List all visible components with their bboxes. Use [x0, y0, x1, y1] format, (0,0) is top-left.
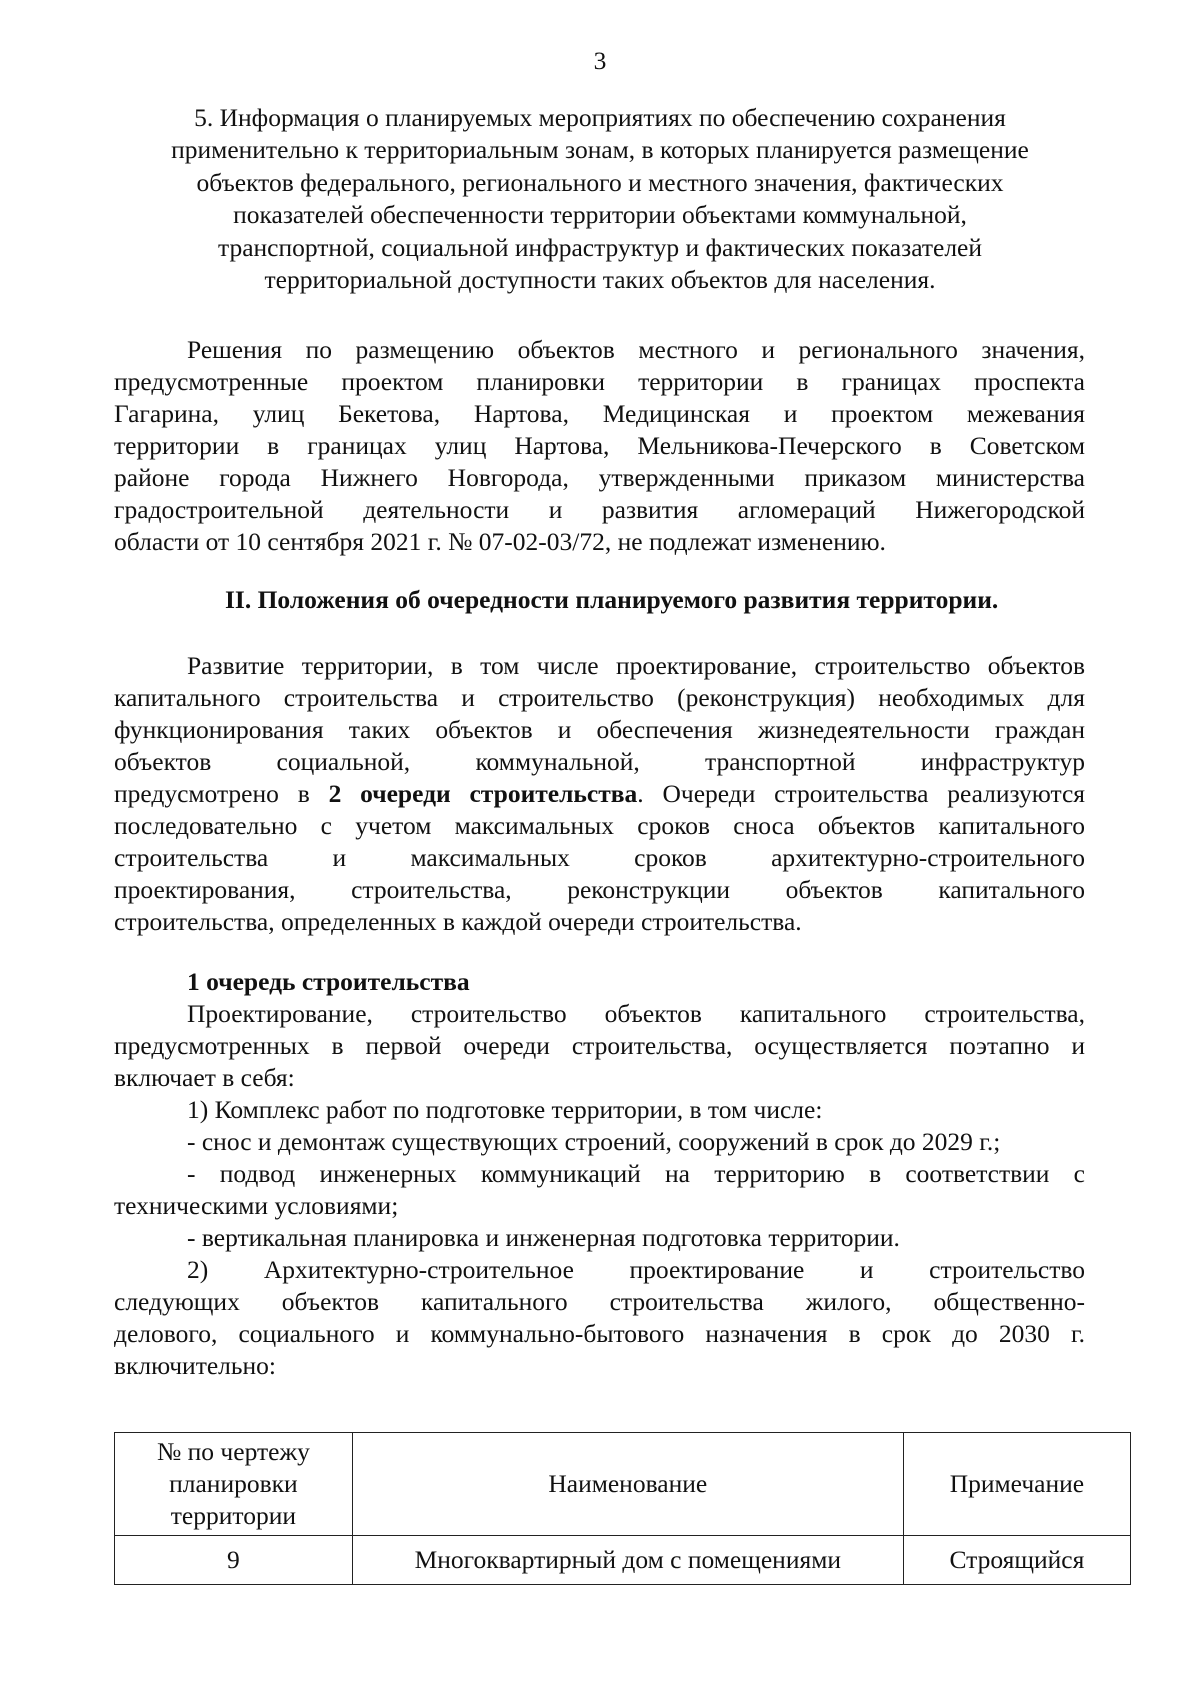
text-line: Гагарина, улиц Бекетова, Нартова, Медицинская и проектом межевания	[114, 399, 1085, 428]
text-line: включительно:	[114, 1351, 277, 1380]
text-line: предусмотренных в первой очереди строительства, осуществляется поэтапно и	[114, 1031, 1085, 1060]
section-5-heading	[120, 102, 1080, 296]
header-text: № по чертежу	[156, 1437, 310, 1466]
heading-line: территориальной доступности таких объектов для населения.	[264, 265, 936, 295]
text-line: последовательно с учетом максимальных сроков сноса объектов капитального	[114, 811, 1085, 840]
cell-name: Многоквартирный дом с помещениями	[352, 1536, 903, 1585]
text-line: области от 10 сентября 2021 г. № 07-02-03/72, не подлежат изменению.	[114, 527, 886, 556]
table-row	[115, 1536, 1131, 1585]
header-cell-number	[115, 1433, 353, 1536]
list-item: - снос и демонтаж существующих строений, сооружений в срок до 2029 г.;	[187, 1127, 1001, 1156]
text-line	[114, 778, 1085, 810]
text-line: объектов социальной, коммунальной, транспортной инфраструктур	[114, 747, 1085, 776]
bold-phrase: 2 очереди строительства	[328, 779, 638, 808]
text-line: строительства и максимальных сроков архитектурно-строительного	[114, 843, 1085, 872]
text-line: функционирования таких объектов и обеспечения жизнедеятельности граждан	[114, 715, 1085, 744]
cell-note: Строящийся	[903, 1536, 1130, 1585]
list-item: 1) Комплекс работ по подготовке территории, в том числе:	[187, 1095, 823, 1124]
text-line: следующих объектов капитального строительства жилого, общественно-	[114, 1287, 1085, 1316]
text-line: капитального строительства и строительство (реконструкция) необходимых для	[114, 683, 1085, 712]
text-line: Развитие территории, в том числе проектирование, строительство объектов	[187, 651, 1085, 680]
section-ii-title: II. Положения об очередности планируемого развития территории.	[225, 585, 999, 614]
text-line: предусмотренные проектом планировки территории в границах проспекта	[114, 367, 1085, 396]
stage-1-title: 1 очередь строительства	[187, 967, 470, 996]
text-line: районе города Нижнего Новгорода, утвержденными приказом министерства	[114, 463, 1085, 492]
header-cell-name: Наименование	[352, 1433, 903, 1536]
heading-line: применительно к территориальным зонам, в которых планируется размещение	[171, 135, 1029, 165]
table-header-row	[115, 1433, 1131, 1536]
cell-number: 9	[115, 1536, 353, 1585]
text-line: градостроительной деятельности и развития агломераций Нижегородской	[114, 495, 1085, 524]
heading-line: 5. Информация о планируемых мероприятиях по обеспечению сохранения	[194, 103, 1006, 132]
text-line: проектирования, строительства, реконструкции объектов капитального	[114, 875, 1085, 904]
text-fragment: предусмотрено в	[114, 779, 329, 808]
objects-table	[114, 1432, 1131, 1585]
list-item: 2) Архитектурно-строительное проектирование и строительство	[187, 1255, 1085, 1284]
list-item: - подвод инженерных коммуникаций на территорию в соответствии с	[187, 1159, 1085, 1188]
text-line: Проектирование, строительство объектов капитального строительства,	[187, 999, 1085, 1028]
text-line: территории в границах улиц Нартова, Мельникова-Печерского в Советском	[114, 431, 1085, 460]
heading-line: показателей обеспеченности территории объектами коммунальной,	[233, 200, 967, 230]
header-text: планировки	[169, 1469, 298, 1498]
text-fragment: . Очереди строительства реализуются	[637, 779, 1085, 808]
text-line: делового, социального и коммунально-бытового назначения в срок до 2030 г.	[114, 1319, 1085, 1348]
header-text: территории	[170, 1501, 296, 1530]
page-number: 3	[593, 46, 607, 75]
heading-line: объектов федерального, регионального и местного значения, фактических	[196, 167, 1004, 197]
header-cell-note: Примечание	[903, 1433, 1130, 1536]
text-line: строительства, определенных в каждой очереди строительства.	[114, 907, 802, 936]
text-line: Решения по размещению объектов местного и регионального значения,	[187, 335, 1085, 364]
list-item: - вертикальная планировка и инженерная подготовка территории.	[187, 1223, 900, 1252]
text-line: техническими условиями;	[114, 1191, 399, 1220]
text-line: включает в себя:	[114, 1063, 295, 1092]
heading-line: транспортной, социальной инфраструктур и фактических показателей	[217, 232, 983, 262]
